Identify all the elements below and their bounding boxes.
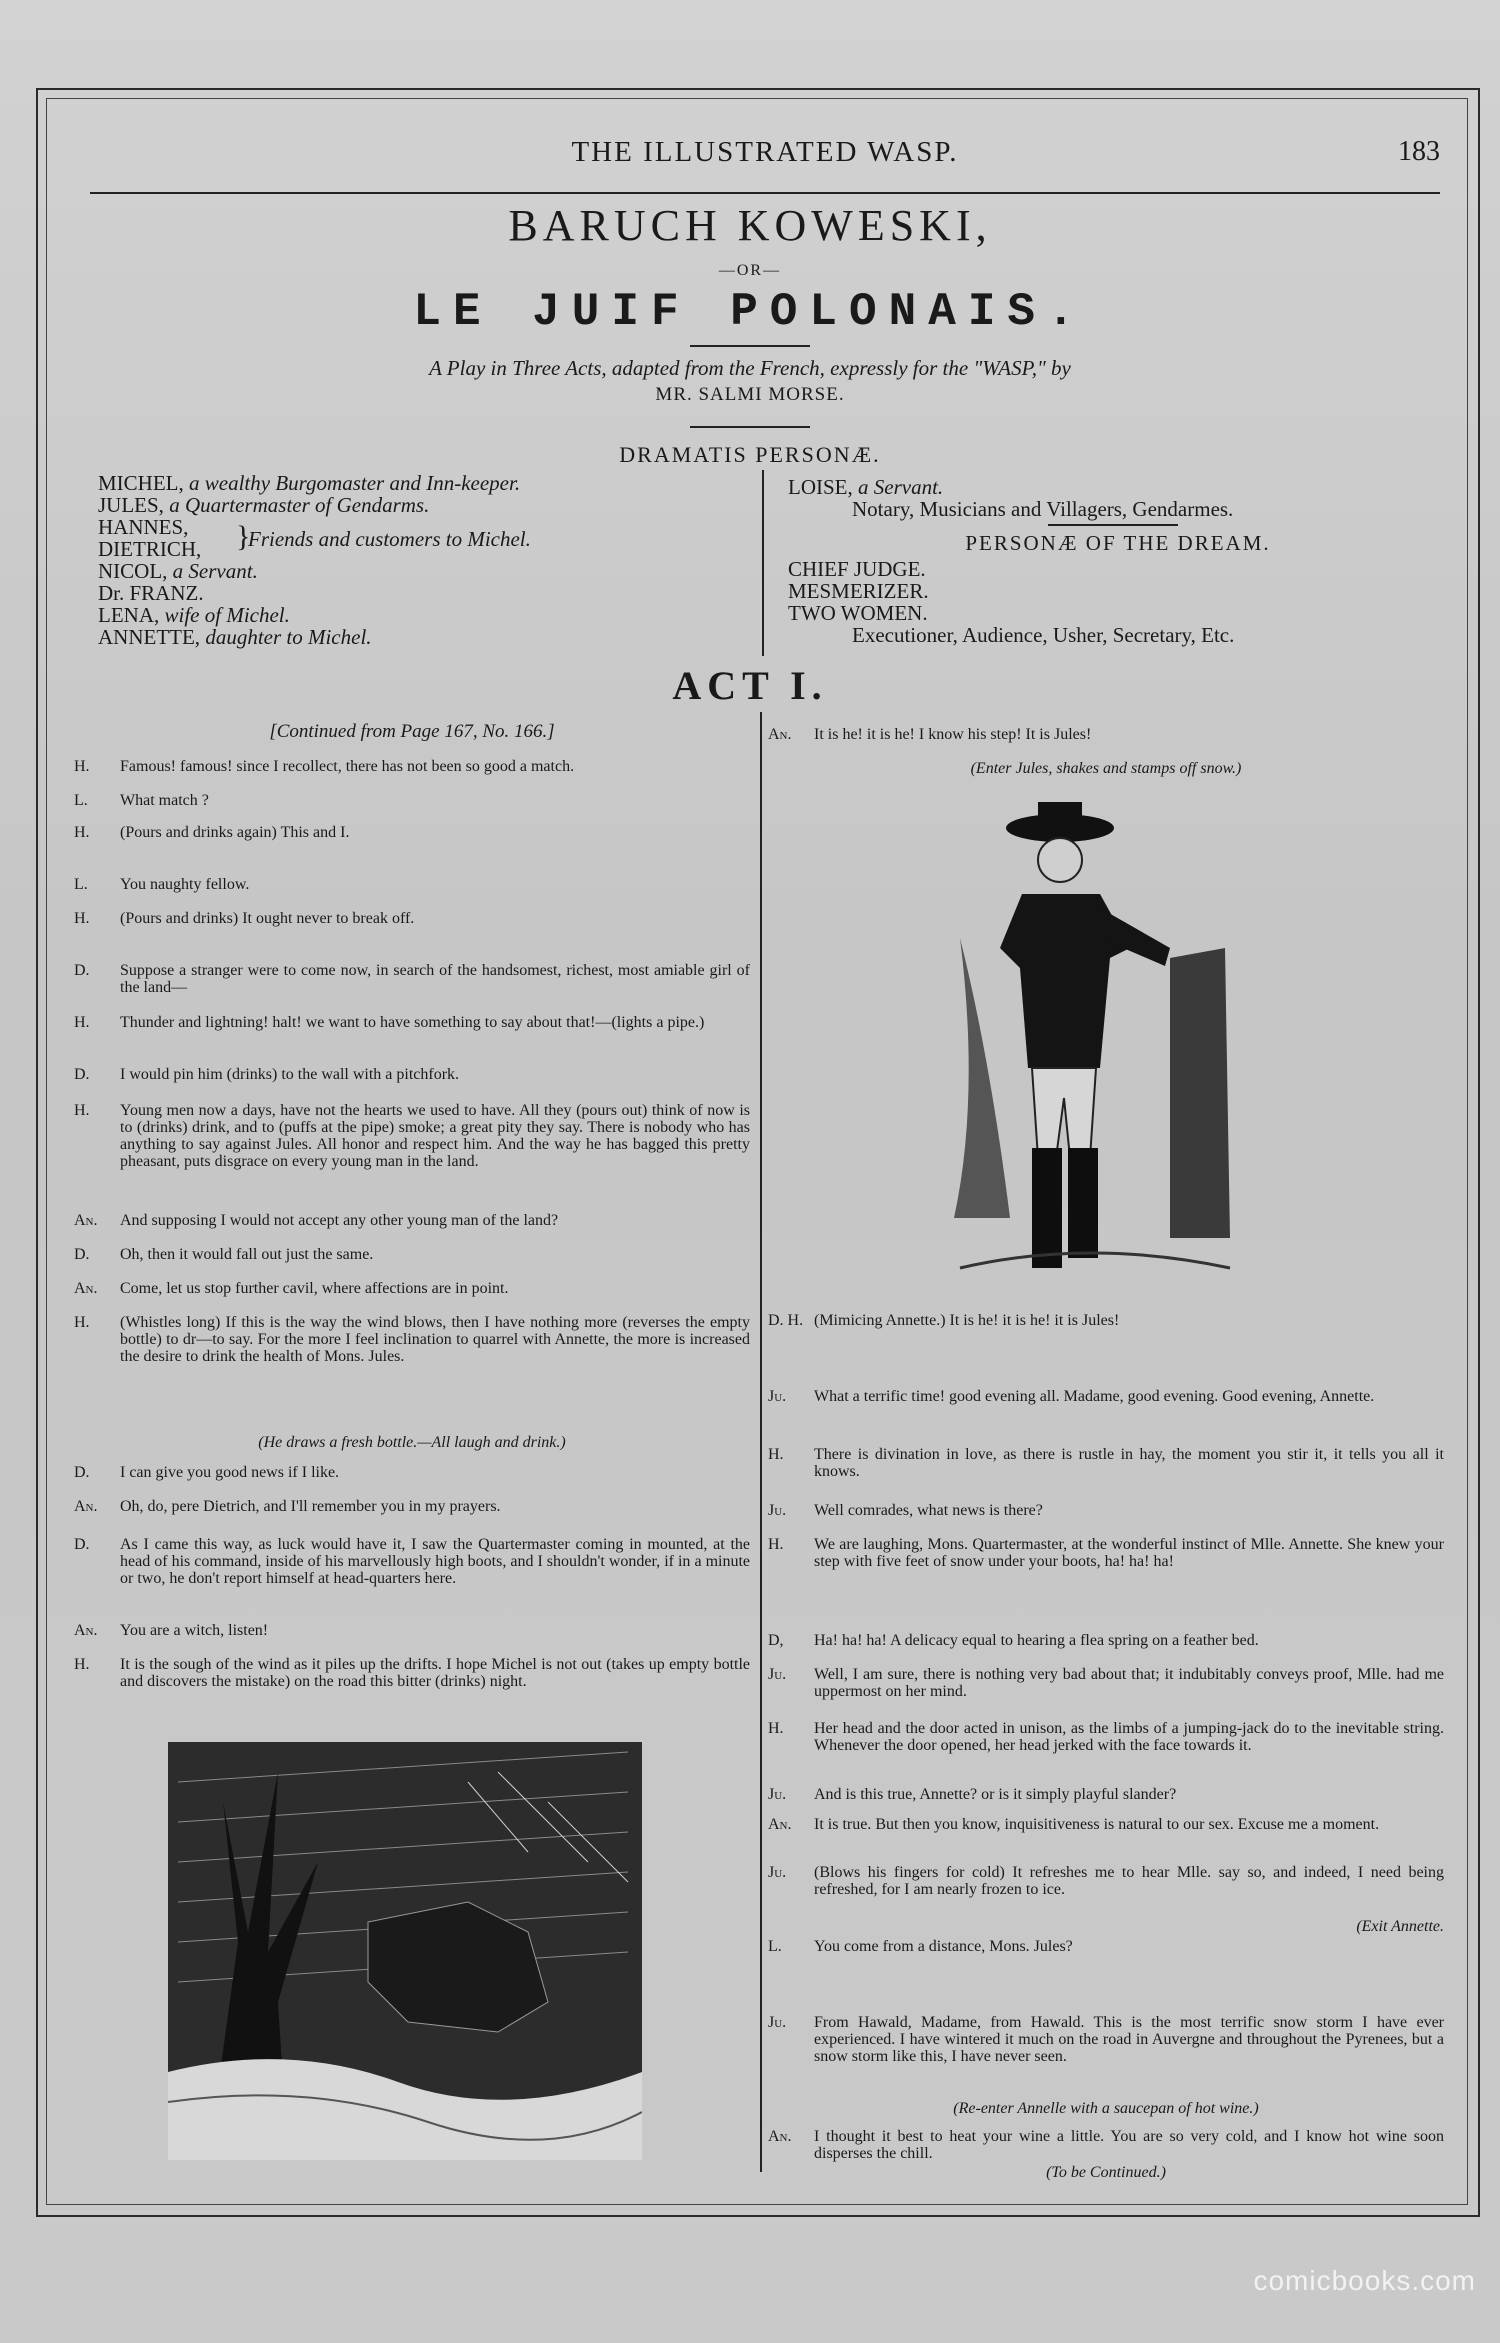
dialogue-text: (Mimicing Annette.) It is he! it is he! it is Jules! (814, 1312, 1120, 1329)
dialogue-text: Come, let us stop further cavil, where affections are in point. (120, 1280, 509, 1297)
cast-left (98, 472, 738, 648)
stage-direction: (Exit Annette. (1356, 1918, 1444, 1935)
right-column (768, 1310, 1444, 2180)
cast-name: MICHEL, (98, 471, 184, 495)
speaker-label: H. (74, 824, 90, 841)
dialogue-text: It is he! it is he! I know his step! It is Jules! (814, 726, 1092, 743)
dialogue-text: Well comrades, what news is there? (814, 1502, 1043, 1519)
stage-direction: (He draws a fresh bottle.—All laugh and drink.) (258, 1434, 566, 1451)
cast-name: DIETRICH, (98, 537, 202, 561)
right-column-top (768, 722, 1444, 782)
cast-name: JULES, (98, 493, 164, 517)
cast-line (98, 582, 738, 604)
cast-role: a Quartermaster of Gendarms. (169, 493, 430, 517)
dialogue-text: Suppose a stranger were to come now, in search of the handsomest, richest, most amiable girl of the land— (120, 962, 750, 996)
play-author: MR. SALMI MORSE. (655, 384, 845, 405)
dialogue-text: I would pin him (drinks) to the wall with a pitchfork. (120, 1066, 460, 1083)
cast-role: daughter to Michel. (205, 625, 372, 649)
dialogue-text: You are a witch, listen! (120, 1622, 269, 1639)
cast-line (98, 560, 738, 582)
cast-divider (762, 470, 764, 656)
dialogue-text: (Whistles long) If this is the way the wind blows, then I have nothing more (reverses the empty bottle) to dr—to say. For the more I feel inclination to quarrel with Annette, the more is increased the desire to drink the health of Mons. Jules. (120, 1314, 750, 1365)
play-title: BARUCH KOWESKI, (508, 201, 992, 250)
act-heading: ACT I. (672, 663, 828, 708)
stage-direction: (Re-enter Annelle with a saucepan of hot wine.) (953, 2100, 1259, 2117)
speaker-label: An. (74, 1498, 98, 1515)
cast-role: a Servant. (172, 559, 258, 583)
or-separator: —OR— (718, 262, 782, 279)
ornament-rule-2 (690, 426, 810, 428)
speaker-label: An. (74, 1280, 98, 1297)
cast-line (98, 494, 738, 516)
dream-line: MESMERIZER. (788, 579, 929, 603)
cast-name: Dr. FRANZ. (98, 581, 204, 605)
speaker-label: An. (768, 1816, 792, 1833)
speaker-label: D. (74, 1246, 90, 1263)
speaker-label: H. (74, 758, 90, 775)
cast-name: NICOL, (98, 559, 168, 583)
cast-friends-group (98, 516, 738, 560)
speaker-label: L. (74, 876, 88, 893)
watermark: comicbooks.com (1253, 2265, 1476, 2296)
dream-heading: PERSONÆ OF THE DREAM. (965, 531, 1271, 555)
dream-line: Executioner, Audience, Usher, Secretary, Etc. (852, 623, 1235, 647)
dialogue-text: Oh, do, pere Dietrich, and I'll remember you in my prayers. (120, 1498, 501, 1515)
dialogue-text: It is true. But then you know, inquisitiveness is natural to our sex. Excuse me a moment. (814, 1816, 1380, 1833)
dialogue-text: (Blows his fingers for cold) It refreshes me to hear Mlle. say so, and indeed, I need being refreshed, for I am nearly frozen to ice. (814, 1864, 1444, 1898)
dialogue-text: And is this true, Annette? or is it simply playful slander? (814, 1786, 1177, 1803)
dialogue-text: We are laughing, Mons. Quartermaster, at the wonderful instinct of Mlle. Annette. She knew your step with five feet of snow under your boots, ha! ha! ha! (814, 1536, 1444, 1570)
cast-line (98, 626, 738, 648)
dialogue-text: What a terrific time! good evening all. Madame, good evening. Good evening, Annette. (814, 1388, 1375, 1405)
dialogue-text: What match ? (120, 792, 209, 809)
brace: } (236, 520, 251, 553)
speaker-label: Ju. (768, 1666, 787, 1683)
dialogue-text: I can give you good news if I like. (120, 1464, 340, 1481)
cast-role: a wealthy Burgomaster and Inn-keeper. (189, 471, 521, 495)
dialogue-text: As I came this way, as luck would have it, I saw the Quartermaster coming in mounted, at the head of his command, inside of his marvellously high boots, and I shouldn't wonder, if in a minute or two, he don't report himself at head-quarters here. (120, 1536, 750, 1587)
speaker-label: D, (768, 1632, 784, 1649)
speaker-label: H. (74, 1014, 90, 1031)
ornament-rule (690, 345, 810, 347)
dialogue-text: (Pours and drinks) It ought never to break off. (120, 910, 415, 927)
speaker-label: L. (74, 792, 88, 809)
dialogue-text: It is the sough of the wind as it piles up the drifts. I hope Michel is not out (takes up empty bottle and discovers the mistake) on the road this bitter (drinks) night. (120, 1656, 750, 1690)
play-subtitle: A Play in Three Acts, adapted from the French, expressly for the "WASP," by (429, 356, 1071, 380)
dialogue-text: Young men now a days, have not the hearts we used to have. All they (pours out) think of now is to (drinks) drink, and to (puffs at the pipe) smoke; a great pity they say. There is nobody who has anything to say against Jules. All honor and respect him. And the way he has bagged this pretty pheasant, puts disgrace on every young man in the land. (120, 1102, 750, 1170)
dialogue-text: You naughty fellow. (120, 876, 250, 893)
cast-name: ANNETTE, (98, 625, 201, 649)
dialogue-text: Well, I am sure, there is nothing very bad about that; it indubitably conveys proof, Mlle. had me uppermost on her mind. (814, 1666, 1444, 1700)
cast-name: LOISE, (788, 475, 853, 499)
speaker-label: D. (74, 1066, 90, 1083)
dialogue-text: There is divination in love, as there is rustle in hay, the moment you stir it, it tells you all it knows. (814, 1446, 1444, 1480)
cast-line (788, 476, 1448, 498)
dialogue-text: I thought it best to heat your wine a little. You are so very cold, and I know hot wine soon disperses the chill. (814, 2128, 1444, 2162)
dream-rule (1048, 524, 1178, 526)
speaker-label: An. (74, 1622, 98, 1639)
speaker-label: D. (74, 1536, 90, 1553)
cast-line (98, 604, 738, 626)
speaker-label: An. (768, 2128, 792, 2145)
cast-line (98, 472, 738, 494)
dialogue-text: Ha! ha! ha! A delicacy equal to hearing a flea spring on a feather bed. (814, 1632, 1259, 1649)
dream-line: TWO WOMEN. (788, 601, 928, 625)
speaker-label: H. (74, 1656, 90, 1673)
cast-role: a Servant. (858, 475, 944, 499)
speaker-label: Ju. (768, 1502, 787, 1519)
dialogue-text: (Pours and drinks again) This and I. (120, 824, 350, 841)
cast-line: Notary, Musicians and Villagers, Gendarmes. (852, 497, 1234, 521)
speaker-label: H. (768, 1720, 784, 1737)
storm-illustration (168, 1742, 642, 2160)
running-head (90, 130, 1440, 194)
dialogue-text: You come from a distance, Mons. Jules? (814, 1938, 1073, 1955)
cast-name: HANNES, (98, 515, 189, 539)
column-divider (760, 712, 762, 2172)
dialogue-text: Oh, then it would fall out just the same. (120, 1246, 374, 1263)
cast-right (788, 476, 1448, 646)
dramatis-heading: DRAMATIS PERSONÆ. (619, 442, 881, 467)
speaker-label: H. (768, 1446, 784, 1463)
speaker-label: H. (74, 1314, 90, 1331)
dialogue-text: Thunder and lightning! halt! we want to have something to say about that!—(lights a pipe.) (120, 1014, 705, 1031)
publication-title: THE ILLUSTRATED WASP. (571, 136, 959, 168)
speaker-label: H. (74, 1102, 90, 1119)
speaker-label: D. H. (768, 1312, 804, 1329)
gendarme-illustration (940, 798, 1240, 1298)
continued-note: [Continued from Page 167, No. 166.] (269, 721, 555, 742)
speaker-label: D. (74, 962, 90, 979)
page-number: 183 (1398, 136, 1440, 167)
speaker-label: An. (74, 1212, 98, 1229)
speaker-label: H. (768, 1536, 784, 1553)
cast-role: wife of Michel. (164, 603, 290, 627)
dialogue-text: And supposing I would not accept any other young man of the land? (120, 1212, 559, 1229)
cast-name: LENA, (98, 603, 160, 627)
friends-note: Friends and customers to Michel. (248, 527, 531, 551)
dream-line: CHIEF JUDGE. (788, 557, 926, 581)
speaker-label: Ju. (768, 2014, 787, 2031)
speaker-label: L. (768, 1938, 782, 1955)
dialogue-text: From Hawald, Madame, from Hawald. This is the most terrific snow storm I have ever experienced. I have wintered it much on the road in Auvergne and throughout the Pyrenees, but a snow storm like this, I have never seen. (814, 2014, 1444, 2065)
speaker-label: Ju. (768, 1786, 787, 1803)
speaker-label: Ju. (768, 1864, 787, 1881)
stage-direction: (To be Continued.) (1046, 2164, 1166, 2181)
speaker-label: D. (74, 1464, 90, 1481)
speaker-label: An. (768, 726, 792, 743)
dialogue-text: Famous! famous! since I recollect, there has not been so good a match. (120, 758, 575, 775)
play-alt-title: LE JUIF POLONAIS. (413, 286, 1087, 338)
speaker-label: Ju. (768, 1388, 787, 1405)
speaker-label: H. (74, 910, 90, 927)
dialogue-text: Her head and the door acted in unison, as the limbs of a jumping-jack do to the inevitable string. Whenever the door opened, her head jerked with the face towards it. (814, 1720, 1444, 1754)
stage-direction: (Enter Jules, shakes and stamps off snow.) (970, 760, 1242, 777)
